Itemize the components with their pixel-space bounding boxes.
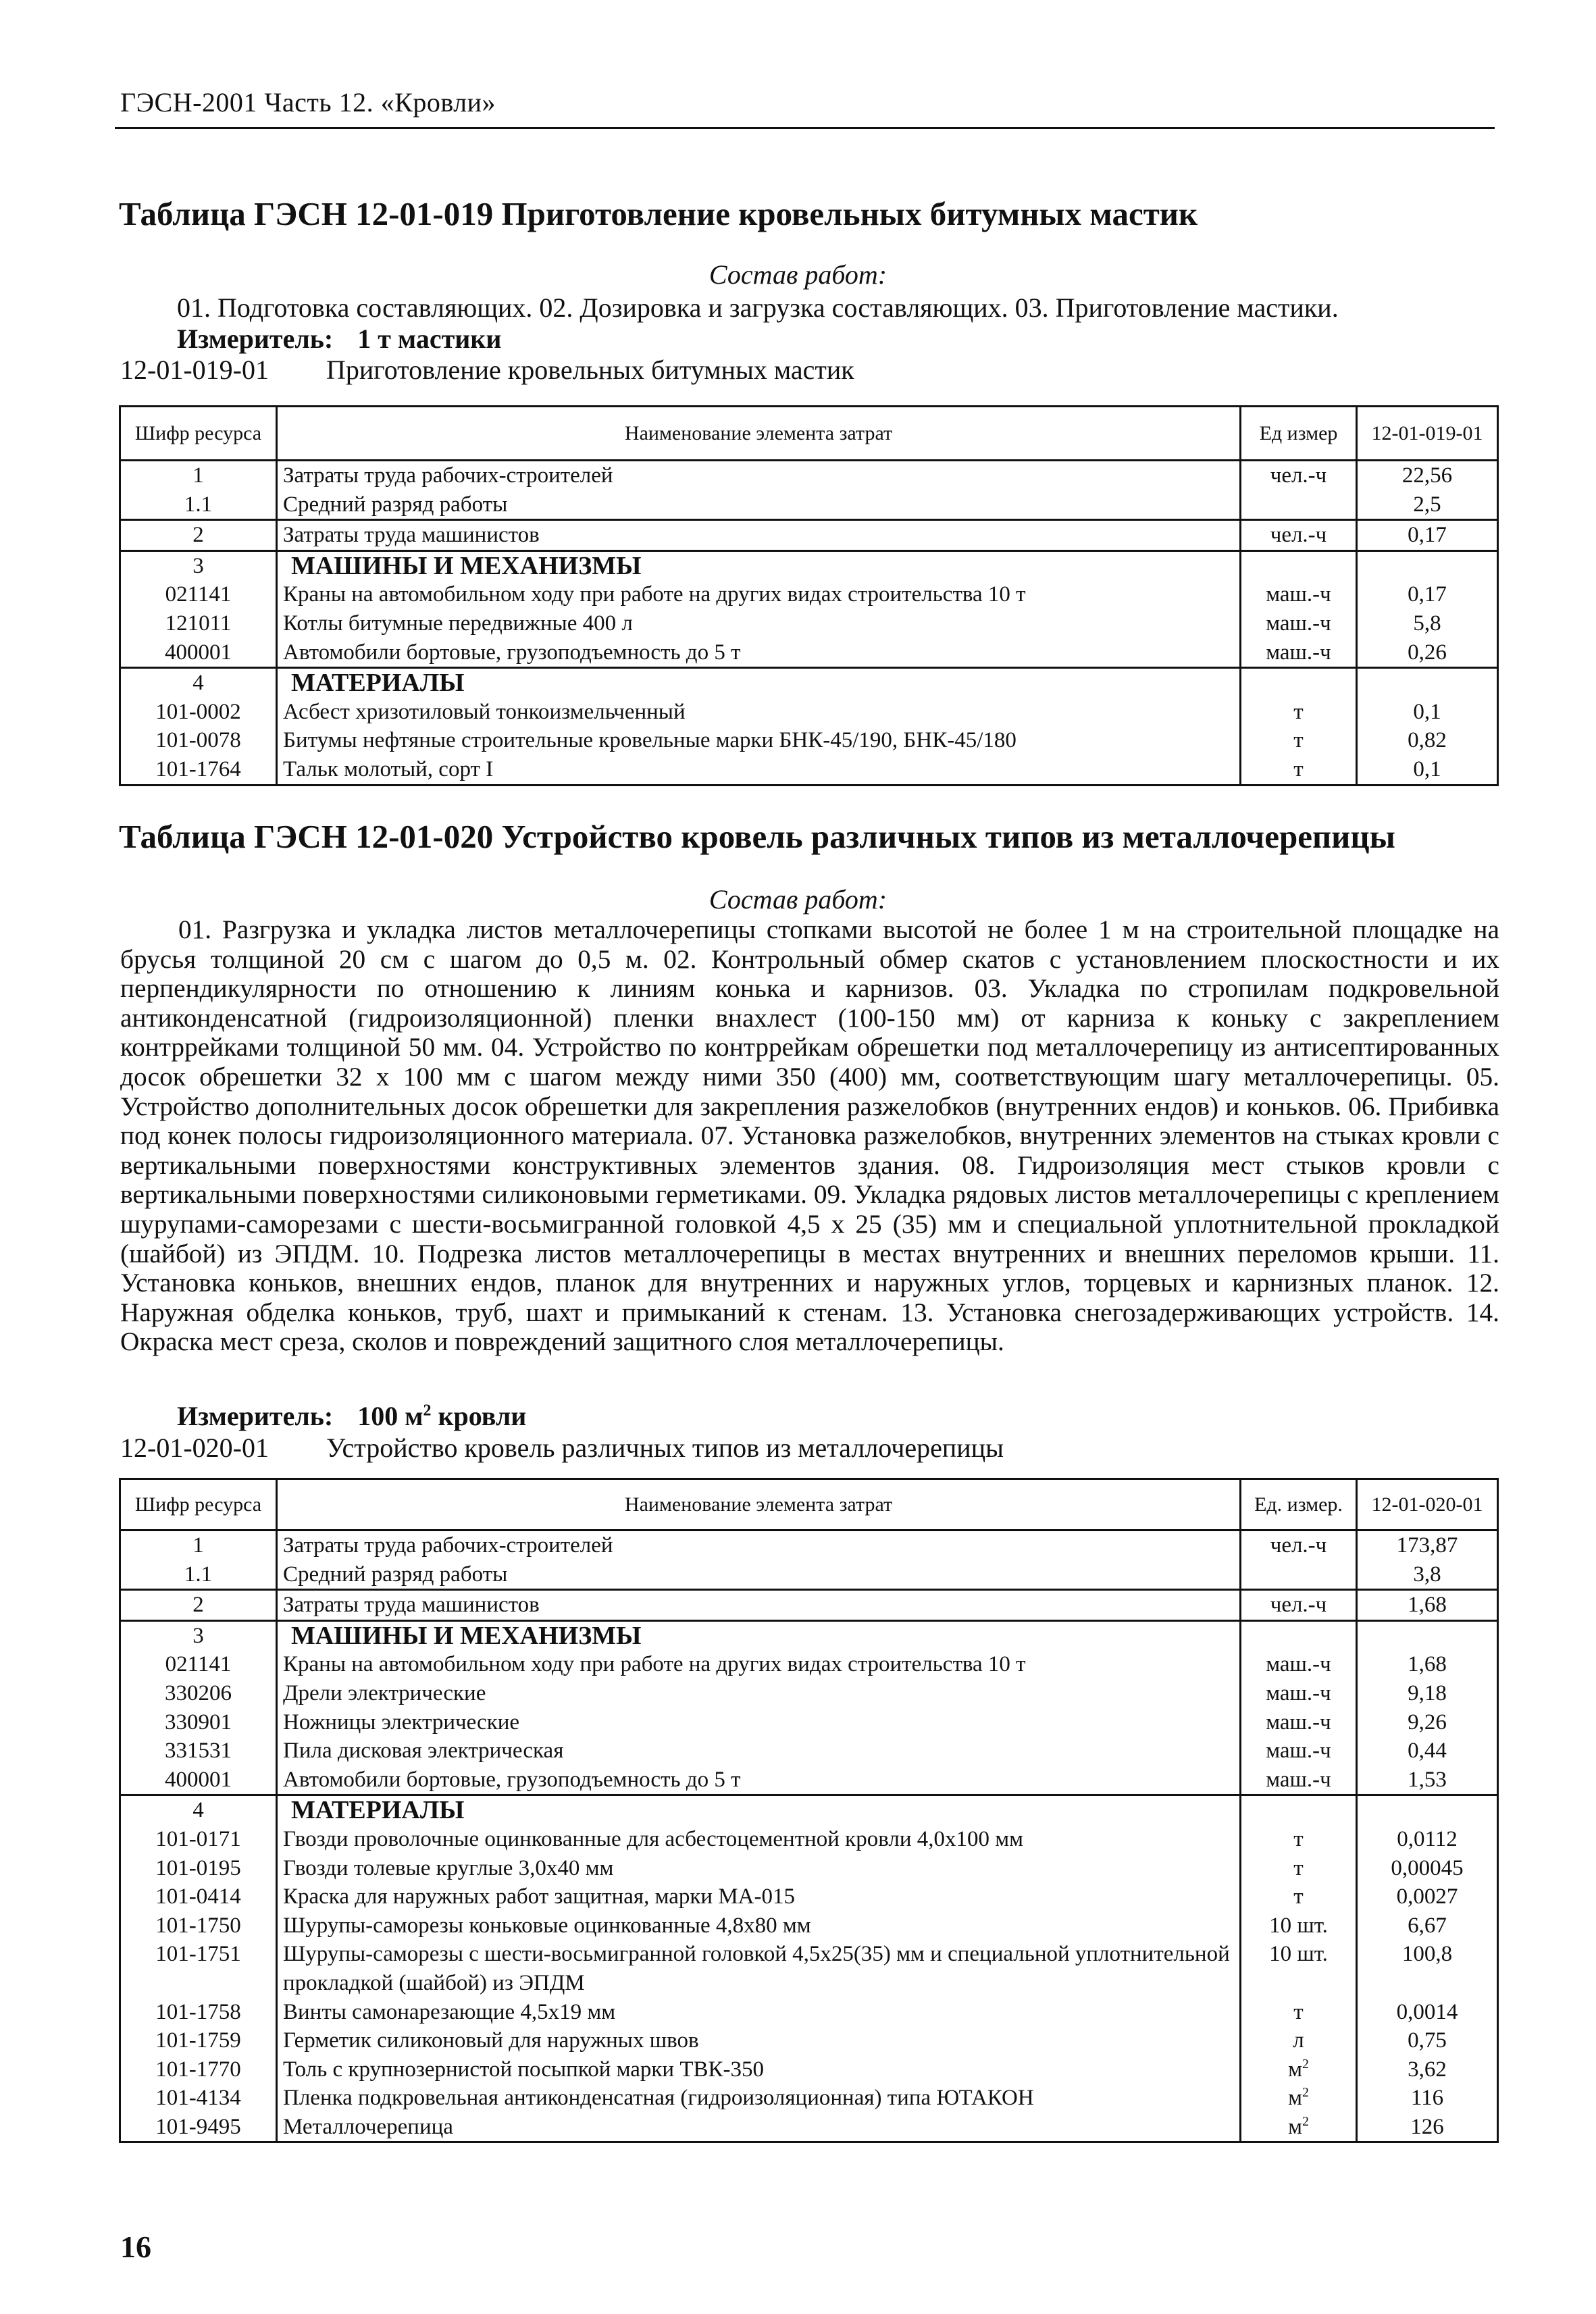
row-unit: т: [1241, 1998, 1357, 2027]
unit-text: м: [1288, 2114, 1302, 2139]
table-row: [120, 1854, 1498, 1883]
row-unit: чел.-ч: [1241, 1590, 1357, 1621]
table-row: [120, 1940, 1498, 1997]
row-value: 2,5: [1357, 490, 1498, 520]
row-code: 101-0171: [120, 1825, 277, 1854]
table2-measure-tail: кровли: [438, 1401, 527, 1431]
unit-sup: 2: [1302, 2085, 1309, 2101]
section-heading-row: [120, 1795, 1498, 1825]
row-unit: [1241, 490, 1357, 520]
row-value: [1357, 1620, 1498, 1650]
table2-measure-sup: 2: [423, 1402, 432, 1420]
col-header-name: Наименование элемента затрат: [277, 1479, 1241, 1531]
table-row: [120, 1882, 1498, 1911]
row-code: 400001: [120, 1766, 277, 1795]
row-value: 0,26: [1357, 638, 1498, 668]
row-unit: т: [1241, 1882, 1357, 1911]
row-name: Затраты труда рабочих-строителей: [277, 1531, 1241, 1560]
table-row: [120, 2113, 1498, 2142]
page-number: 16: [120, 2230, 151, 2264]
row-code: 1.1: [120, 490, 277, 520]
running-header: ГЭСН-2001 Часть 12. «Кровли»: [120, 87, 496, 118]
table-row: [120, 1998, 1498, 2027]
row-unit: [1241, 1620, 1357, 1650]
row-name: Гвозди толевые круглые 3,0х40 мм: [277, 1854, 1241, 1883]
unit-text: м: [1288, 2057, 1302, 2082]
row-value: 9,18: [1357, 1679, 1498, 1708]
row-value: 3,62: [1357, 2055, 1498, 2084]
row-name: Пленка подкровельная антиконденсатная (гидроизоляционная) типа ЮТАКОН: [277, 2084, 1241, 2113]
table1-sostav-label: Состав работ:: [709, 259, 887, 290]
row-name: Винты самонарезающие 4,5х19 мм: [277, 1998, 1241, 2027]
row-code: 1: [120, 461, 277, 490]
row-name: Тальк молотый, сорт I: [277, 755, 1241, 785]
table-row: [120, 726, 1498, 755]
row-unit: маш.-ч: [1241, 638, 1357, 668]
row-unit: т: [1241, 698, 1357, 727]
table-row: [120, 638, 1498, 668]
row-value: 22,56: [1357, 461, 1498, 490]
table1-resources: [119, 405, 1499, 786]
row-value: [1357, 668, 1498, 698]
row-value: 0,00045: [1357, 1854, 1498, 1883]
table-row: [120, 1825, 1498, 1854]
row-code: 4: [120, 1795, 277, 1825]
row-unit: [1241, 2084, 1357, 2113]
section-heading-row: [120, 668, 1498, 698]
row-unit: чел.-ч: [1241, 1531, 1357, 1560]
table2-sostav-text: 01. Разгрузка и укладка листов металлочерепицы стопками высотой не более 1 м на строительной площадке на брусья толщиной 20 см с шагом до 0,5 м. 02. Контрольный обмер скатов с установлением плоскостности и их перпендикулярности по отношению к линиям конька и карнизов. 03. Укладка по стропилам подкровельной антиконденсатной (гидроизоляционной) пленки внахлест (100-150 мм) от карниза к коньку с закреплением контррейками толщиной 50 мм. 04. Устройство по контррейкам обрешетки под металлочерепицу из антисептированных досок обрешетки 32 х 100 мм с шагом между ними 350 (400) мм, соответствующим шагу металлочерепицы. 05. Устройство дополнительных досок обрешетки для закрепления разжелобков (внутренних ендов) и коньков. 06. Прибивка под конек полосы гидроизоляционного материала. 07. Установка разжелобков, внутренних элементов на стыках кровли с вертикальными поверхностями конструктивных элементов здания. 08. Гидроизоляция мест стыков кровли с вертикальными поверхностями силиконовыми герметиками. 09. Укладка рядовых листов металлочерепицы с креплением шурупами-саморезами с шести-восьмигранной головкой 4,5 х 25 (35) мм и специальной уплотнительной прокладкой (шайбой) из ЭПДМ. 10. Подрезка листов металлочерепицы в местах внутренних и внешних переломов крыши. 11. Установка коньков, внешних ендов, планок для внутренних и наружных углов, торцевых и карнизных планок. 12. Наружная обделка коньков, труб, шахт и примыканий к стенам. 13. Установка снегозадерживающих устройств. 14. Окраска мест среза, сколов и повреждений защитного слоя металлочерепицы.: [120, 915, 1499, 1357]
col-header-norm: 12-01-020-01: [1357, 1479, 1498, 1531]
table1-measure-value: 1 т мастики: [357, 324, 502, 354]
table2-header-row: [120, 1479, 1498, 1531]
row-unit: [1241, 2113, 1357, 2142]
row-unit: л: [1241, 2026, 1357, 2055]
row-unit: 10 шт.: [1241, 1911, 1357, 1940]
row-code: 101-1759: [120, 2026, 277, 2055]
row-name: Краны на автомобильном ходу при работе на других видах строительства 10 т: [277, 580, 1241, 609]
table1-sostav-text: 01. Подготовка составляющих. 02. Дозировка и загрузка составляющих. 03. Приготовление мастики.: [177, 292, 1339, 323]
row-unit: [1241, 550, 1357, 580]
row-code: 101-9495: [120, 2113, 277, 2142]
table-row: [120, 1679, 1498, 1708]
row-name: Металлочерепица: [277, 2113, 1241, 2142]
row-code: 4: [120, 668, 277, 698]
row-name: Затраты труда машинистов: [277, 1590, 1241, 1621]
row-value: 9,26: [1357, 1708, 1498, 1737]
row-value: 0,0014: [1357, 1998, 1498, 2027]
table-row: [120, 1766, 1498, 1795]
row-unit: чел.-ч: [1241, 520, 1357, 551]
row-name: Котлы битумные передвижные 400 л: [277, 609, 1241, 638]
row-value: 1,68: [1357, 1650, 1498, 1679]
row-value: 0,17: [1357, 520, 1498, 551]
row-value: [1357, 1795, 1498, 1825]
row-unit: маш.-ч: [1241, 1679, 1357, 1708]
row-code: 3: [120, 550, 277, 580]
row-name: Шурупы-саморезы коньковые оцинкованные 4,8х80 мм: [277, 1911, 1241, 1940]
row-code: 101-4134: [120, 2084, 277, 2113]
row-value: 0,17: [1357, 580, 1498, 609]
table1-header-row: [120, 407, 1498, 461]
table2-sostav-label: Состав работ:: [709, 884, 887, 915]
row-code: 330901: [120, 1708, 277, 1737]
table2-norm-name: Устройство кровель различных типов из металлочерепицы: [326, 1433, 1004, 1463]
row-value: 1,68: [1357, 1590, 1498, 1621]
row-code: 330206: [120, 1679, 277, 1708]
table-row: [120, 490, 1498, 520]
unit-sup: 2: [1302, 2113, 1309, 2129]
table-row: [120, 2026, 1498, 2055]
section-heading-row: [120, 1620, 1498, 1650]
row-value: 100,8: [1357, 1940, 1498, 1997]
row-value: 0,1: [1357, 698, 1498, 727]
table2-measure-label: Измеритель:: [177, 1401, 334, 1431]
col-header-unit: Ед. измер.: [1241, 1479, 1357, 1531]
unit-sup: 2: [1302, 2056, 1309, 2072]
row-value: 0,75: [1357, 2026, 1498, 2055]
section-heading: МАШИНЫ И МЕХАНИЗМЫ: [277, 1620, 1241, 1650]
row-name: Герметик силиконовый для наружных швов: [277, 2026, 1241, 2055]
table2-measure-value: 100 м: [357, 1401, 423, 1431]
row-name: Средний разряд работы: [277, 490, 1241, 520]
table-row: [120, 1650, 1498, 1679]
row-unit: маш.-ч: [1241, 1766, 1357, 1795]
row-value: 6,67: [1357, 1911, 1498, 1940]
row-name: Ножницы электрические: [277, 1708, 1241, 1737]
col-header-code: Шифр ресурса: [120, 407, 277, 461]
row-value: 1,53: [1357, 1766, 1498, 1795]
row-value: 5,8: [1357, 609, 1498, 638]
row-name: Затраты труда машинистов: [277, 520, 1241, 551]
section-heading: МАШИНЫ И МЕХАНИЗМЫ: [277, 550, 1241, 580]
row-unit: [1241, 1560, 1357, 1590]
table-row: [120, 520, 1498, 551]
row-code: 400001: [120, 638, 277, 668]
row-code: 101-0195: [120, 1854, 277, 1883]
table1-title: Таблица ГЭСН 12-01-019 Приготовление кровельных битумных мастик: [119, 195, 1198, 232]
table1-norm-code: 12-01-019-01: [120, 355, 269, 385]
table-row: [120, 1531, 1498, 1560]
unit-text: м: [1288, 2086, 1302, 2111]
row-name: Затраты труда рабочих-строителей: [277, 461, 1241, 490]
row-code: 101-1750: [120, 1911, 277, 1940]
row-value: 0,0027: [1357, 1882, 1498, 1911]
row-code: 101-1770: [120, 2055, 277, 2084]
row-name: Асбест хризотиловый тонкоизмельченный: [277, 698, 1241, 727]
row-code: 021141: [120, 580, 277, 609]
row-code: 331531: [120, 1737, 277, 1766]
row-name: Дрели электрические: [277, 1679, 1241, 1708]
row-unit: маш.-ч: [1241, 1708, 1357, 1737]
col-header-code: Шифр ресурса: [120, 1479, 277, 1531]
row-name: Гвозди проволочные оцинкованные для асбестоцементной кровли 4,0х100 мм: [277, 1825, 1241, 1854]
row-code: 1.1: [120, 1560, 277, 1590]
row-name: Битумы нефтяные строительные кровельные марки БНК-45/190, БНК-45/180: [277, 726, 1241, 755]
row-value: 3,8: [1357, 1560, 1498, 1590]
section-heading: МАТЕРИАЛЫ: [277, 1795, 1241, 1825]
table-row: [120, 461, 1498, 490]
row-unit: маш.-ч: [1241, 609, 1357, 638]
col-header-unit: Ед измер: [1241, 407, 1357, 461]
table-row: [120, 1708, 1498, 1737]
table-row: [120, 755, 1498, 785]
table1-measure: [177, 323, 501, 355]
row-unit: 10 шт.: [1241, 1940, 1357, 1997]
table2-norm-line: [120, 1432, 1004, 1464]
row-code: 2: [120, 520, 277, 551]
row-value: 0,44: [1357, 1737, 1498, 1766]
table1-norm-line: [120, 354, 854, 386]
row-value: 126: [1357, 2113, 1498, 2142]
row-code: 021141: [120, 1650, 277, 1679]
table-row: [120, 1590, 1498, 1621]
row-code: 2: [120, 1590, 277, 1621]
section-heading: МАТЕРИАЛЫ: [277, 668, 1241, 698]
table1-measure-label: Измеритель:: [177, 324, 334, 354]
row-code: 101-1751: [120, 1940, 277, 1997]
row-unit: [1241, 668, 1357, 698]
row-value: 116: [1357, 2084, 1498, 2113]
row-unit: т: [1241, 726, 1357, 755]
section-heading-row: [120, 550, 1498, 580]
table2-norm-code: 12-01-020-01: [120, 1433, 269, 1463]
table-row: [120, 1560, 1498, 1590]
row-unit: чел.-ч: [1241, 461, 1357, 490]
row-code: 101-0414: [120, 1882, 277, 1911]
row-code: 101-1764: [120, 755, 277, 785]
row-name: Шурупы-саморезы с шести-восьмигранной головкой 4,5х25(35) мм и специальной уплотнительной прокладкой (шайбой) из ЭПДМ: [277, 1940, 1241, 1997]
row-code: 101-1758: [120, 1998, 277, 2027]
row-unit: маш.-ч: [1241, 580, 1357, 609]
row-code: 101-0078: [120, 726, 277, 755]
col-header-name: Наименование элемента затрат: [277, 407, 1241, 461]
table-row: [120, 698, 1498, 727]
row-name: Пила дисковая электрическая: [277, 1737, 1241, 1766]
row-unit: т: [1241, 755, 1357, 785]
row-unit: [1241, 2055, 1357, 2084]
row-unit: [1241, 1795, 1357, 1825]
table2-measure: [177, 1400, 526, 1432]
header-rule: [115, 127, 1495, 129]
table2-title: Таблица ГЭСН 12-01-020 Устройство кровель различных типов из металлочерепицы: [119, 818, 1395, 855]
row-value: 0,0112: [1357, 1825, 1498, 1854]
row-unit: т: [1241, 1825, 1357, 1854]
row-name: Автомобили бортовые, грузоподъемность до 5 т: [277, 638, 1241, 668]
row-code: 1: [120, 1531, 277, 1560]
row-name: Автомобили бортовые, грузоподъемность до 5 т: [277, 1766, 1241, 1795]
table-row: [120, 2084, 1498, 2113]
table2-resources: [119, 1478, 1499, 2143]
table-row: [120, 2055, 1498, 2084]
table-row: [120, 580, 1498, 609]
row-value: [1357, 550, 1498, 580]
row-name: Краны на автомобильном ходу при работе на других видах строительства 10 т: [277, 1650, 1241, 1679]
row-unit: маш.-ч: [1241, 1650, 1357, 1679]
table1-norm-name: Приготовление кровельных битумных мастик: [326, 355, 854, 385]
row-unit: маш.-ч: [1241, 1737, 1357, 1766]
table-row: [120, 1911, 1498, 1940]
table-row: [120, 1737, 1498, 1766]
col-header-norm: 12-01-019-01: [1357, 407, 1498, 461]
row-code: 3: [120, 1620, 277, 1650]
row-name: Толь с крупнозернистой посыпкой марки ТВК-350: [277, 2055, 1241, 2084]
row-value: 173,87: [1357, 1531, 1498, 1560]
row-name: Средний разряд работы: [277, 1560, 1241, 1590]
row-unit: т: [1241, 1854, 1357, 1883]
table-row: [120, 609, 1498, 638]
row-name: Краска для наружных работ защитная, марки МА-015: [277, 1882, 1241, 1911]
row-value: 0,82: [1357, 726, 1498, 755]
row-code: 101-0002: [120, 698, 277, 727]
row-code: 121011: [120, 609, 277, 638]
row-value: 0,1: [1357, 755, 1498, 785]
